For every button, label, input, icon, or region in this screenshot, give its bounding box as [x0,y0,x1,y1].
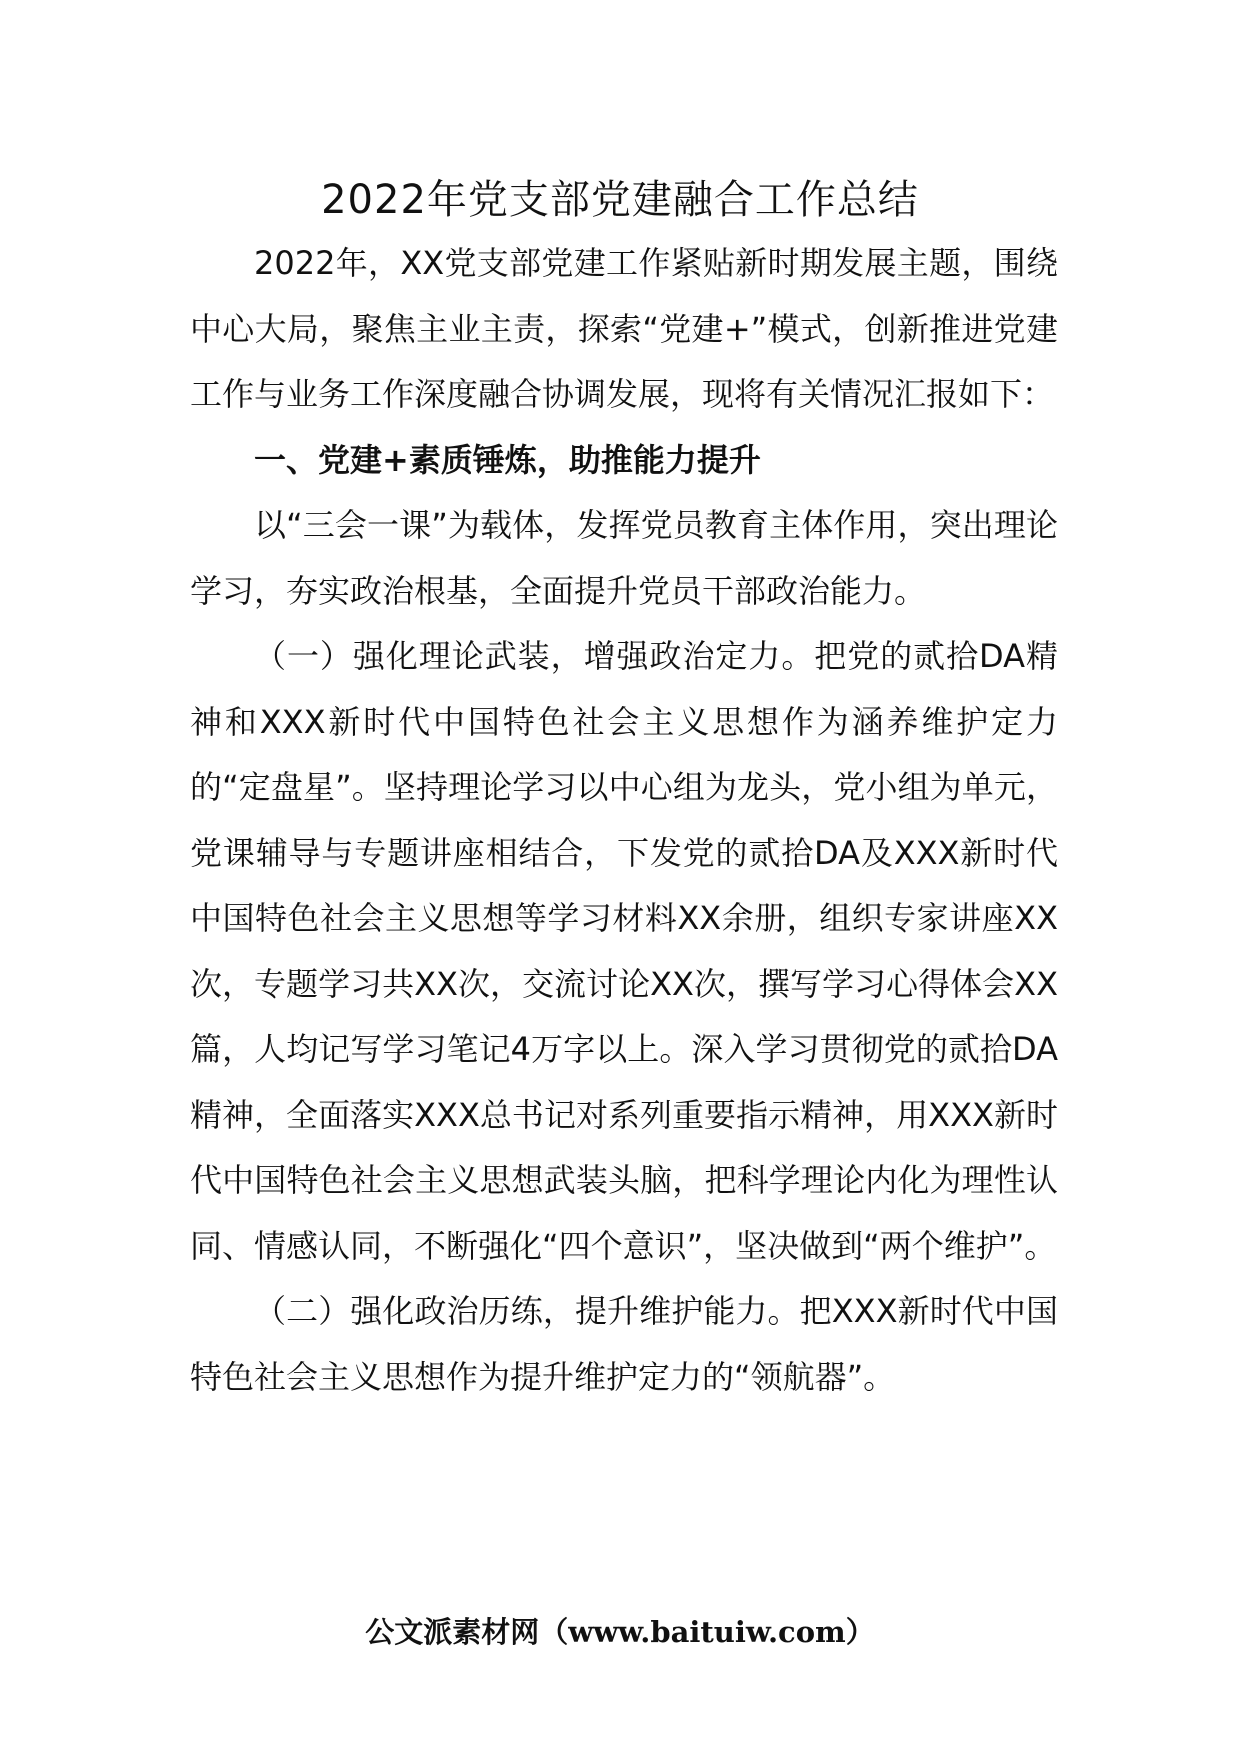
intro-paragraph: 2022年，XX党支部党建工作紧贴新时期发展主题，围绕中心大局，聚焦主业主责，探索“党建+”模式，创新推进党建工作与业务工作深度融合协调发展，现将有关情况汇报如下： [190,244,1058,413]
section-intro-paragraph: 以“三会一课”为载体，发挥党员教育主体作用，突出理论学习，夯实政治根基，全面提升党员干部政治能力。 [190,506,1058,610]
subsection-2-paragraph: （二）强化政治历练，提升维护能力。把XXX新时代中国特色社会主义思想作为提升维护定力的“领航器”。 [190,1292,1058,1396]
footer-watermark: 公文派素材网（www.baituiw.com） [365,1615,875,1649]
section-heading-1: 一、党建+素质锤炼，助推能力提升 [254,440,761,479]
document-title: 2022年党支部党建融合工作总结 [321,177,919,223]
document-body [190,231,1058,1410]
subsection-1-paragraph: （一）强化理论武装，增强政治定力。把党的贰拾DA精神和XXX新时代中国特色社会主义思想作为涵养维护定力的“定盘星”。坚持理论学习以中心组为龙头，党小组为单元，党课辅导与专题讲座相结合，下发党的贰拾DA及XXX新时代中国特色社会主义思想等学习材料XX余册，组织专家讲座XX次，专题学习共XX次，交流讨论XX次，撰写学习心得体会XX篇，人均记写学习笔记4万字以上。深入学习贯彻党的贰拾DA精神，全面落实XXX总书记对系列重要指示精神，用XXX新时代中国特色社会主义思想武装头脑，把科学理论内化为理性认同、情感认同，不断强化“四个意识”，坚决做到“两个维护”。 [190,637,1058,1265]
